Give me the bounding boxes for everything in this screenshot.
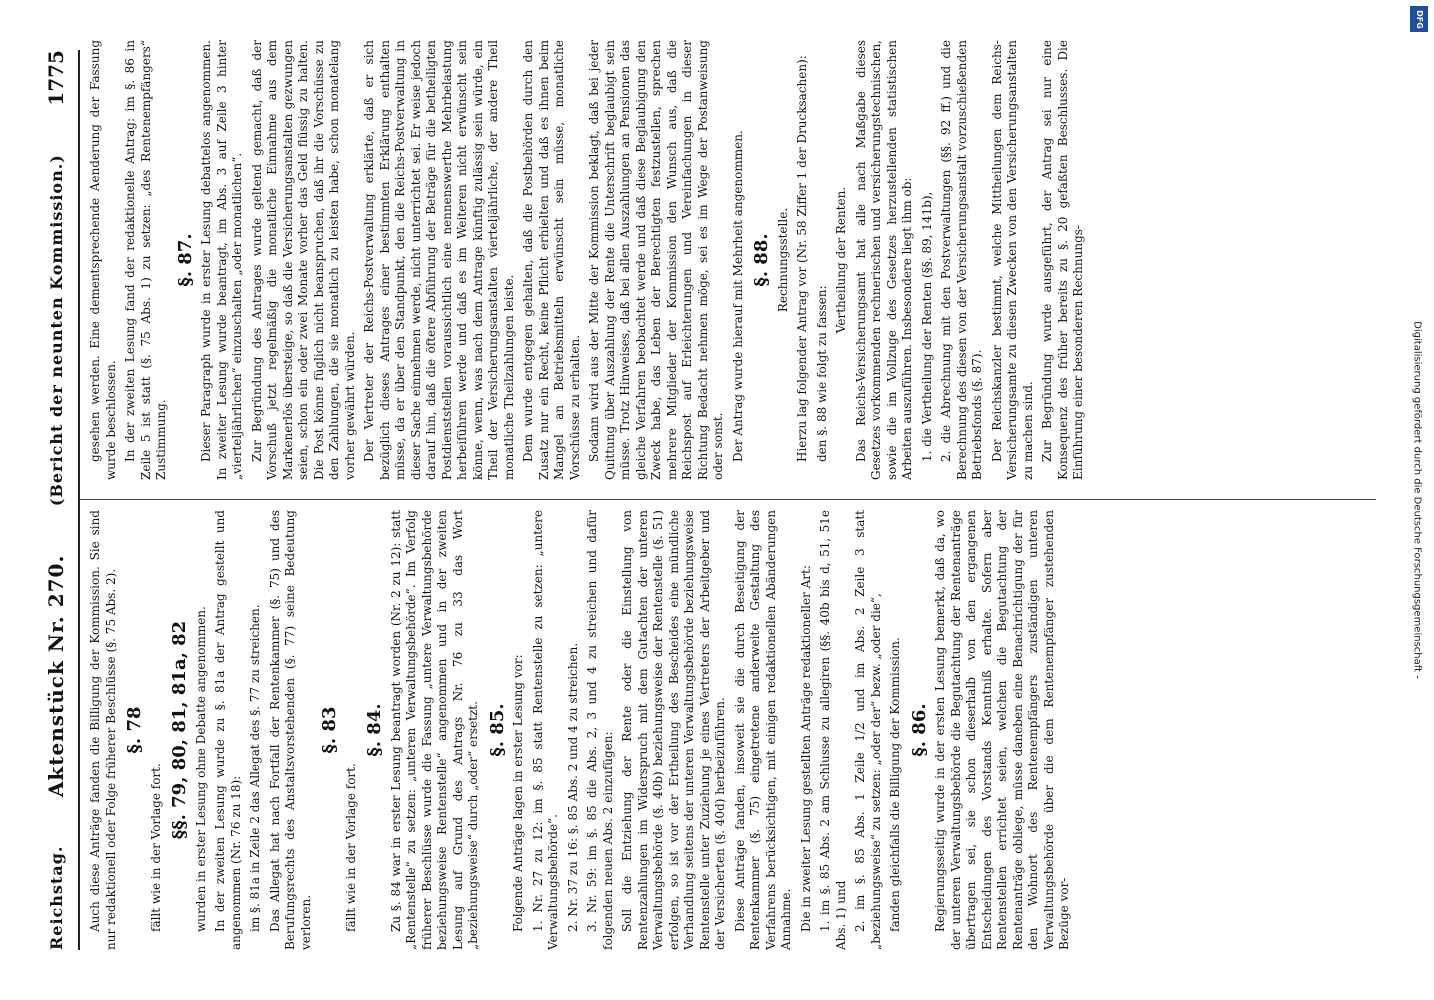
paragraph: gesehen werden. Eine dementsprechende Aenderung der Fassung wurde beschlossen. bbox=[88, 40, 118, 480]
paragraph: Das Reichs-Versicherungsamt hat alle nach Maßgabe dieses Gesetzes vorkommenden rechnerischen und versicherungstechnischen, sowie die im Vollzuge des Gesetzes herzustellenden statistischen Arbeiten auszuführen. Insbesondere liegt ihm ob: bbox=[853, 40, 914, 480]
column-divider bbox=[80, 499, 1376, 500]
section-heading: §. 84. bbox=[364, 703, 385, 757]
paragraph: Zu §. 84 war in erster Lesung beantragt worden (Nr. 2 zu 12): statt „Rentenstelle“ zu setzen: „unteren Verwaltungsbehörde“. Im Verfolg früherer Beschlüsse wurde die Fassung „untere Verwaltungsbehörde beziehungsweise Rentenstelle“ angenommen und in der zweiten Lesung auf Grund des Antrags Nr. 76 zu 33 das Wort „beziehungsweise“ durch „oder“ ersetzt. bbox=[388, 510, 480, 950]
header-rule bbox=[78, 50, 80, 950]
paragraph: wurden in erster Lesung ohne Debatte angenommen. bbox=[193, 606, 208, 932]
paragraph: Regierungsseitig wurde in der ersten Lesung bemerkt, daß da, wo der unteren Verwaltungsbehörde die Begutachtung der Rentenanträge übertragen sei, sie schon dieserhalb von den ergangenen Entscheidungen des Vorstands Kenntniß erhalte. Sofern aber Rentenstellen errichtet seien, welchen die Begutachtung der Rentenanträge obliege, müsse daneben eine Benachrichtigung der für den Wohnort des Rentenempfängers zuständigen unteren Verwaltungsbehörde über die dem Rentenempfänger zustehenden Bezüge vor- bbox=[933, 510, 1071, 950]
page-header bbox=[36, 50, 76, 950]
header-center-right: (Bericht der neunten Kommission.) bbox=[46, 154, 66, 507]
paragraph: Soll die Entziehung der Rente oder die Einstellung von Rentenzahlungen im Widerspruch mit dem Gutachten der unteren Verwaltungsbehörde (§. 40b) beziehungsweise der Rentenstelle (§. 51) erfolgen, so ist vor der Ertheilung des Bescheides eine mündliche Verhandlung seitens der unteren Verwaltungsbehörde beziehungsweise Rentenstelle unter Zuziehung je eines Vertreters der Arbeitgeber und der Versicherten (§. 40d) herbeizuführen. bbox=[620, 510, 727, 950]
page-number: 1775 bbox=[44, 50, 68, 106]
section-heading: §. 83 bbox=[319, 706, 340, 754]
paragraph: den §. 88 wie folgt zu fassen: bbox=[814, 285, 829, 462]
dfg-logo-text: DFG bbox=[1414, 9, 1424, 29]
paragraph: fällt wie in der Vorlage fort. bbox=[343, 763, 358, 932]
section-heading: §. 85. bbox=[486, 703, 508, 757]
paragraph: Dem wurde entgegen gehalten, daß die Postbehörden durch den Zusatz nur ein Recht, keine Pflicht erhielten und daß es ihnen beim Mangel an Betriebsmitteln erwünscht sein müsse, monatliche Vorschüsse zu erhalten. bbox=[521, 40, 582, 480]
paragraph: 1. Nr. 27 zu 12: im §. 85 statt Rentenstelle zu setzen: „untere Verwaltungsbehörde“. bbox=[530, 510, 560, 950]
right-column bbox=[88, 40, 1376, 480]
paragraph: fällt wie in der Vorlage fort. bbox=[148, 763, 163, 932]
paragraph: In der zweiten Lesung fand der redaktionelle Antrag: im §. 86 in Zeile 5 ist statt (§. 75 Abs. 1) zu setzen: „des Rentenempfängers“ Zustimmung. bbox=[123, 40, 168, 480]
left-column bbox=[88, 510, 1376, 950]
paragraph: Hierzu lag folgender Antrag vor (Nr. 58 Ziffer 1 der Drucksachen): bbox=[795, 55, 809, 462]
paragraph: Dieser Paragraph wurde in erster Lesung debattelos angenommen. In zweiter Lesung wurde beantragt, im Abs. 3 auf Zeile 3 hinter „vierteljährlichen“ einzuschalten „oder monatlichen“. bbox=[199, 40, 244, 480]
paragraph: im §. 81a in Zeile 2 das Allegat des §. 77 zu streichen. bbox=[248, 604, 262, 932]
dfg-logo bbox=[1410, 6, 1428, 32]
rotated-page bbox=[18, 20, 1416, 980]
paragraph: Der Antrag wurde hierauf mit Mehrheit angenommen. bbox=[730, 130, 745, 462]
paragraph: Folgende Anträge lagen in erster Lesung vor: bbox=[511, 654, 525, 932]
paragraph: 2. im §. 85 Abs. 1 Zeile 1/2 und im Abs. 2 Zeile 3 statt „beziehungsweise“ zu setzen: „oder der“ bezw. „oder die“, bbox=[853, 510, 883, 950]
header-center-left: Aktenstück Nr. 270. bbox=[44, 554, 68, 798]
paragraph: Der Reichskanzler bestimmt, welche Mittheilungen dem Reichs-Versicherungsamte zu diesen Zwecken von den Versicherungsanstalten zu machen sind. bbox=[989, 40, 1035, 480]
header-left: Reichstag. bbox=[46, 845, 66, 950]
paragraph: 2. Nr. 37 zu 16: §. 85 Abs. 2 und 4 zu streichen. bbox=[565, 642, 580, 932]
paragraph: Zur Begründung wurde ausgeführt, der Antrag sei nur eine Konsequenz des früher bereits zu §. 20 gefaßten Beschlusses. Die Einführung einer besonderen Rechnungs- bbox=[1040, 40, 1085, 480]
paragraph: 3. Nr. 59: im §. 85 die Abs. 2, 3 und 4 zu streichen und dafür folgenden neuen Abs. 2 einzufügen: bbox=[585, 510, 615, 950]
section-heading: §. 87. bbox=[174, 233, 196, 287]
subheading: Vertheilung der Renten. bbox=[834, 186, 848, 334]
paragraph: Das Allegat hat nach Fortfall der Rentenkammer (§. 75) und des Berufungsrechts des Anstaltsvorstehenden (§. 77) seine Bedeutung verloren. bbox=[267, 510, 313, 950]
paragraph: 1. im §. 85 Abs. 2 am Schlusse zu allegiren (§§. 40b bis d, 51, 51e Abs. 1) und bbox=[818, 510, 848, 950]
section-heading: §. 88. bbox=[751, 233, 772, 287]
paragraph: Die in zweiter Lesung gestellten Anträge redaktioneller Art: bbox=[798, 565, 813, 932]
paragraph: Auch diese Anträge fanden die Billigung der Kommission. Sie sind nur redaktionell oder Folge früherer Beschlüsse (§. 75 Abs. 2). bbox=[88, 510, 118, 950]
paragraph: 2. die Abrechnung mit den Postverwaltungen (§§. 92 ff.) und die Berechnung des diesen von der Versicherungsanstalt vorzuschießenden Betriebsfonds (§. 87). bbox=[939, 40, 984, 480]
section-heading: §§. 79, 80, 81, 81a, 82 bbox=[169, 620, 190, 840]
paragraph: In der zweiten Lesung wurde zu §. 81a der Antrag gestellt und angenommen (Nr. 76 zu 18): bbox=[213, 510, 243, 950]
section-heading: §. 86. bbox=[908, 703, 930, 757]
paragraph: 1. die Vertheilung der Renten (§§. 89, 141b), bbox=[919, 191, 934, 462]
paragraph: Zur Begründung des Antrages wurde geltend gemacht, daß der Vorschuß jetzt regelmäßig die monatliche Einnahme aus dem Markenerlös übersteige, so daß die Versicherungsanstalten gezwungen seien, schon ein oder zwei Monate vorher das Geld flüssig zu halten. Die Post könne füglich nicht beanspruchen, daß ihr die Vorschüsse zu den Zahlungen, die sie monatlich zu leisten habe, schon monatelang vorher gewährt würden. bbox=[249, 40, 357, 480]
subheading: Rechnungsstelle. bbox=[775, 207, 790, 313]
paragraph: Diese Anträge fanden, insoweit sie die durch Beseitigung der Rentenkammer (§. 75) eingetretene anderweite Gestaltung des Verfahrens berücksichtigen, mit einigen redaktionellen Abänderungen Annahme. bbox=[732, 510, 793, 950]
side-note: Digitalisierung gefördert durch die Deutsche Forschungsgemeinschaft - bbox=[1411, 321, 1423, 679]
paragraph: Sodann wird aus der Mitte der Kommission beklagt, daß bei jeder Quittung über Auszahlung der Rente die Unterschrift beglaubigt sein müsse. Trotz Hinweises, daß bei allen Auszahlungen an Pensionen das gleiche Verfahren beobachtet werde und daß diese Beglaubigung den Zweck habe, das Leben der Berechtigten festzustellen, sprechen mehrere Mitglieder der Kommission den Wunsch aus, daß die Reichspost auf Erleichterungen und Vereinfachungen in dieser Richtung Bedacht nehmen möge, sei es im Wege der Postanweisung oder sonst. bbox=[587, 40, 725, 480]
side-note-strip bbox=[1404, 0, 1430, 1000]
section-heading: §. 78 bbox=[124, 706, 145, 754]
page-content bbox=[18, 20, 1416, 980]
paragraph: fanden gleichfalls die Billigung der Kommission. bbox=[888, 637, 902, 932]
paragraph: Der Vertreter der Reichs-Postverwaltung erklärte, daß er sich bezüglich dieses Antrages einer bestimmten Erklärung enthalten müsse, da er über den Standpunkt, den die Reichs-Postverwaltung in dieser Sache einnehmen werde, nicht unterrichtet sei. Er weise jedoch darauf hin, daß die öftere Abführung der Beträge für die betheiligten Postdienststellen voraussichtlich eine nennenswerthe Mehrbelastung herbeiführen werde und daß es im Weiteren nicht erwünscht sein könne, wenn, was nach dem Antrage künftig zulässig sein würde, ein Theil der Versicherungsanstalten vierteljährliche, der andere Theil monatliche Theilzahlungen leiste. bbox=[362, 40, 516, 480]
